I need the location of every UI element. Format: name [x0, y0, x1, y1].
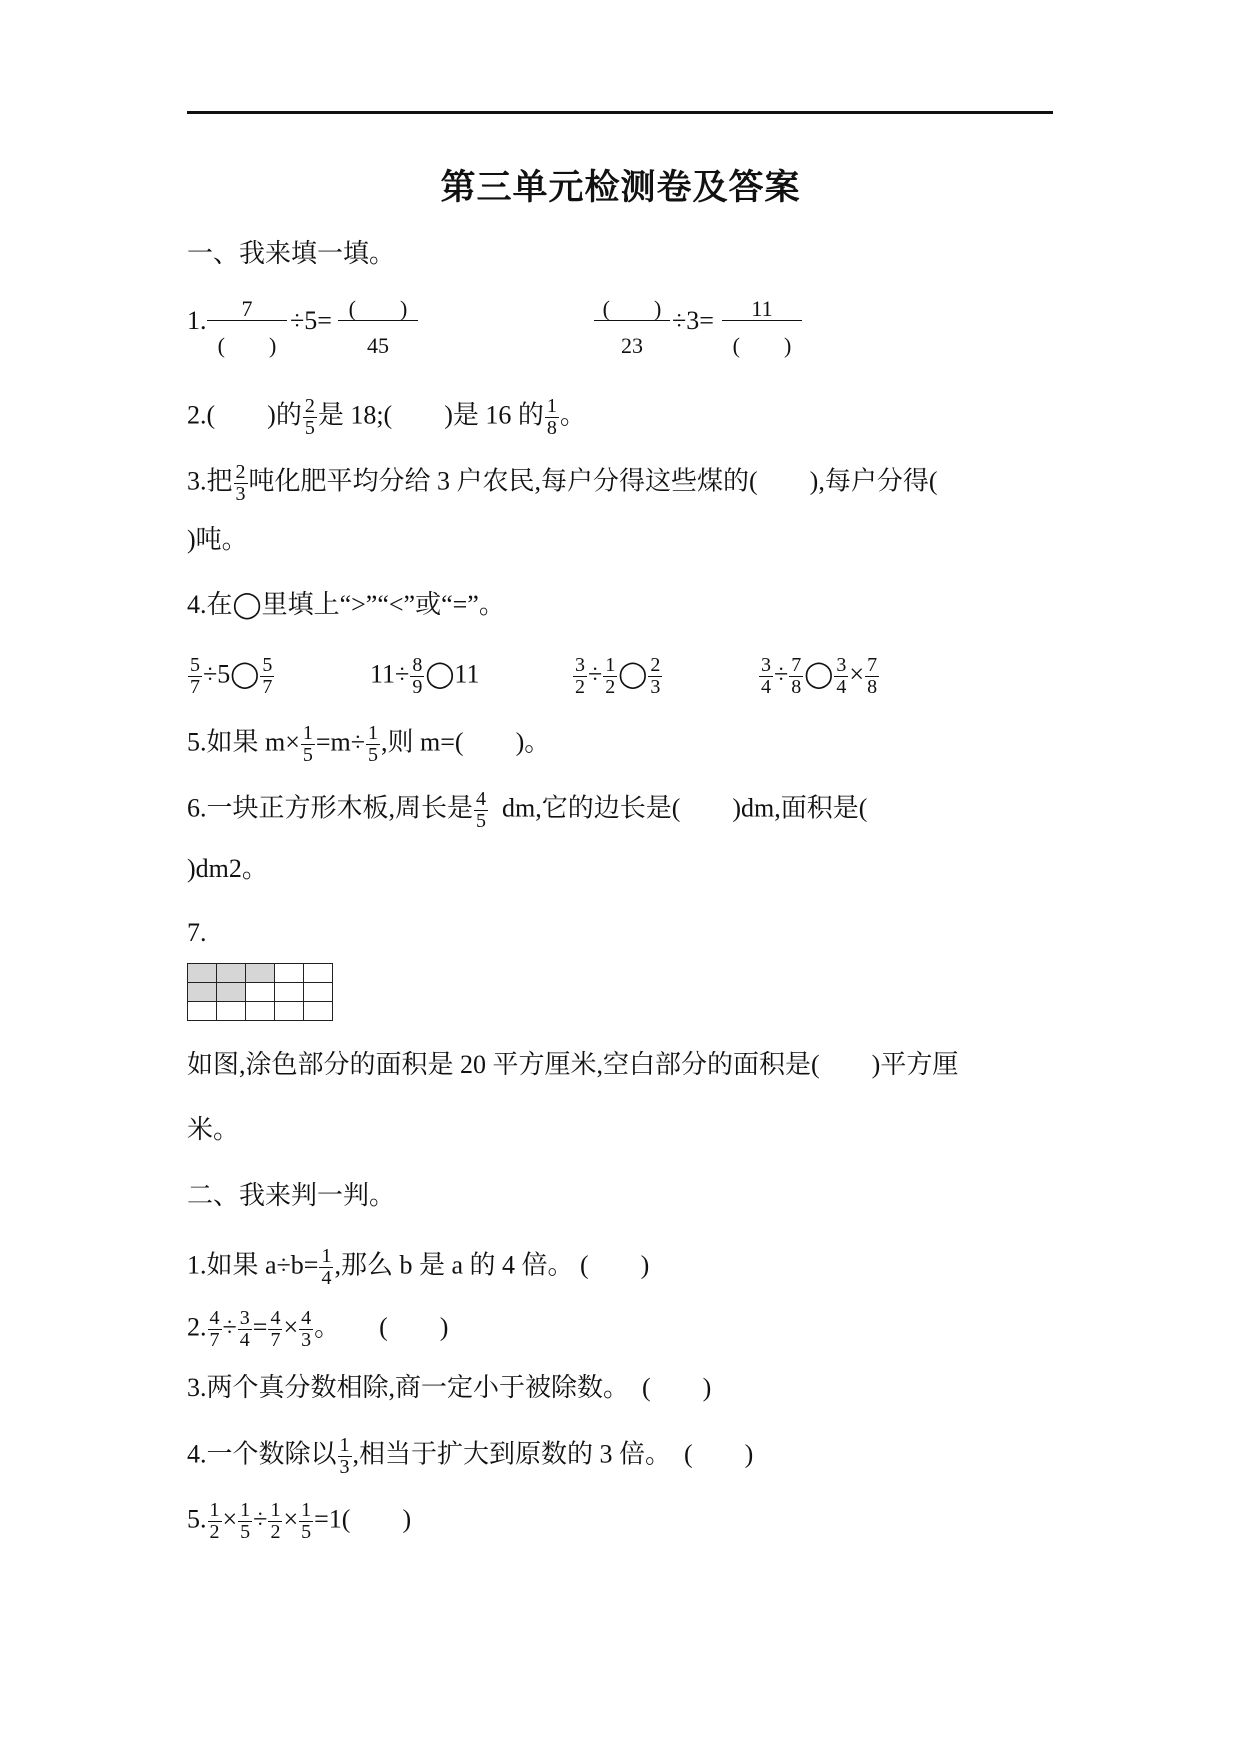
- fraction: $\frac{5}{7}$: [190, 654, 200, 698]
- fraction: $\frac{4}{5}$: [476, 788, 487, 832]
- question-5: 5.如果 m× $\frac{1}{5}$ =m÷ $\frac{1}{5}$ ,则 m=( )。: [187, 722, 551, 766]
- judge-2: 2. $\frac{4}{7}$ ÷ $\frac{3}{4}$ = $\frac{4}{7}$ × $\frac{4}{3}$ 。 ( ): [187, 1307, 449, 1351]
- fraction: $\frac{3}{4}$: [239, 1307, 250, 1351]
- fraction: $\frac{1}{5}$: [302, 722, 313, 766]
- section2-heading: 二、我来判一判。: [187, 1181, 396, 1210]
- q1a-operator: ÷5=: [290, 306, 332, 335]
- fraction-numerator: 7: [241, 296, 253, 321]
- question-7: 如图,涂色部分的面积是 20 平方厘米,空白部分的面积是( )平方厘: [187, 1050, 959, 1079]
- fraction: $\frac{1}{5}$: [301, 1499, 312, 1543]
- fraction: $\frac{1}{3}$: [339, 1434, 350, 1478]
- q7-number: 7.: [187, 918, 207, 947]
- fraction: $\frac{3}{2}$: [575, 654, 585, 698]
- fraction-numerator: ( ): [602, 296, 662, 321]
- fraction: $\frac{2}{3}$: [650, 654, 661, 698]
- q2-text: 是 18;( )是 16 的: [317, 400, 544, 430]
- fraction: $\frac{1}{2}$: [605, 654, 616, 698]
- judge-3: 3.两个真分数相除,商一定小于被除数。 ( ): [187, 1373, 712, 1402]
- fraction: $\frac{1}{2}$: [270, 1499, 281, 1543]
- q1b-operator: ÷3=: [672, 306, 714, 335]
- fraction-denominator: 23: [594, 320, 670, 357]
- fraction-denominator: 45: [338, 320, 418, 357]
- fraction-numerator: 11: [751, 296, 773, 321]
- q1b-result-fraction: [722, 298, 802, 357]
- question-3-continued: )吨。: [187, 525, 248, 554]
- q4-expression-2: 11÷ $\frac{8}{9}$ ◯11: [370, 654, 480, 698]
- fraction: $\frac{1}{5}$: [240, 1499, 251, 1543]
- q1-number: 1.: [187, 306, 207, 335]
- fraction: $\frac{1}{2}$: [209, 1499, 220, 1543]
- fraction: $\frac{4}{3}$: [301, 1307, 312, 1351]
- fraction: $\frac{7}{8}$: [867, 654, 878, 698]
- fraction: $\frac{2}{3}$: [235, 461, 246, 505]
- question-7-continued: 米。: [187, 1115, 240, 1144]
- fraction: $\frac{4}{7}$: [209, 1307, 220, 1351]
- fraction: $\frac{2}{5}$: [304, 395, 315, 439]
- fraction: $\frac{3}{4}$: [836, 654, 847, 698]
- q1a-result-fraction: [338, 298, 418, 357]
- header-rule: [187, 111, 1053, 114]
- fraction-denominator: ( ): [722, 320, 802, 357]
- judge-5: 5. $\frac{1}{2}$ × $\frac{1}{5}$ ÷ $\frac{1}{2}$ × $\frac{1}{5}$ =1( ): [187, 1499, 412, 1543]
- judge-4: 4.一个数除以 $\frac{1}{3}$ ,相当于扩大到原数的 3 倍。 ( ): [187, 1434, 754, 1478]
- fraction-numerator: ( ): [348, 296, 408, 321]
- page-title: 第三单元检测卷及答案: [440, 168, 801, 208]
- fraction: $\frac{5}{7}$: [262, 654, 273, 698]
- fraction: $\frac{3}{4}$: [761, 654, 771, 698]
- q4-expression-3: $\frac{3}{2}$ ÷ $\frac{1}{2}$ ◯ $\frac{2}{3}$: [575, 654, 661, 698]
- question-6: 6.一块正方形木板,周长是 $\frac{4}{5}$ dm,它的边长是( )dm,面积是(: [187, 788, 868, 832]
- q4-expression-4: $\frac{3}{4}$ ÷ $\frac{7}{8}$ ◯ $\frac{3}{4}$ × $\frac{7}{8}$: [761, 654, 878, 698]
- question-6-continued: )dm2。: [187, 854, 268, 883]
- fraction: $\frac{1}{5}$: [368, 722, 379, 766]
- fraction: $\frac{8}{9}$: [412, 654, 423, 698]
- q1a-fraction: [207, 298, 287, 357]
- question-3: 3.把 $\frac{2}{3}$ 吨化肥平均分给 3 户农民,每户分得这些煤的( ),每户分得(: [187, 461, 938, 505]
- fraction: $\frac{1}{8}$: [546, 395, 557, 439]
- fraction: $\frac{7}{8}$: [791, 654, 802, 698]
- q2-text: 2.( )的: [187, 400, 302, 430]
- question-2: 2.( )的 $\frac{2}{5}$ 是 18;( )是 16 的 $\frac{1}{8}$ 。: [187, 395, 586, 439]
- question-4: 4.在◯里填上“>”“<”或“=”。: [187, 590, 505, 619]
- q4-expression-1: $\frac{5}{7}$ ÷5◯ $\frac{5}{7}$: [190, 654, 273, 698]
- fraction: $\frac{4}{7}$: [270, 1307, 281, 1351]
- section1-heading: 一、我来填一填。: [187, 239, 396, 268]
- q1b-fraction: [594, 298, 670, 357]
- judge-1: 1.如果 a÷b= $\frac{1}{4}$ ,那么 b 是 a 的 4 倍。 ( ): [187, 1245, 650, 1289]
- fraction-denominator: ( ): [207, 320, 287, 357]
- shaded-grid-figure: [187, 963, 333, 1021]
- fraction: $\frac{1}{4}$: [321, 1245, 332, 1289]
